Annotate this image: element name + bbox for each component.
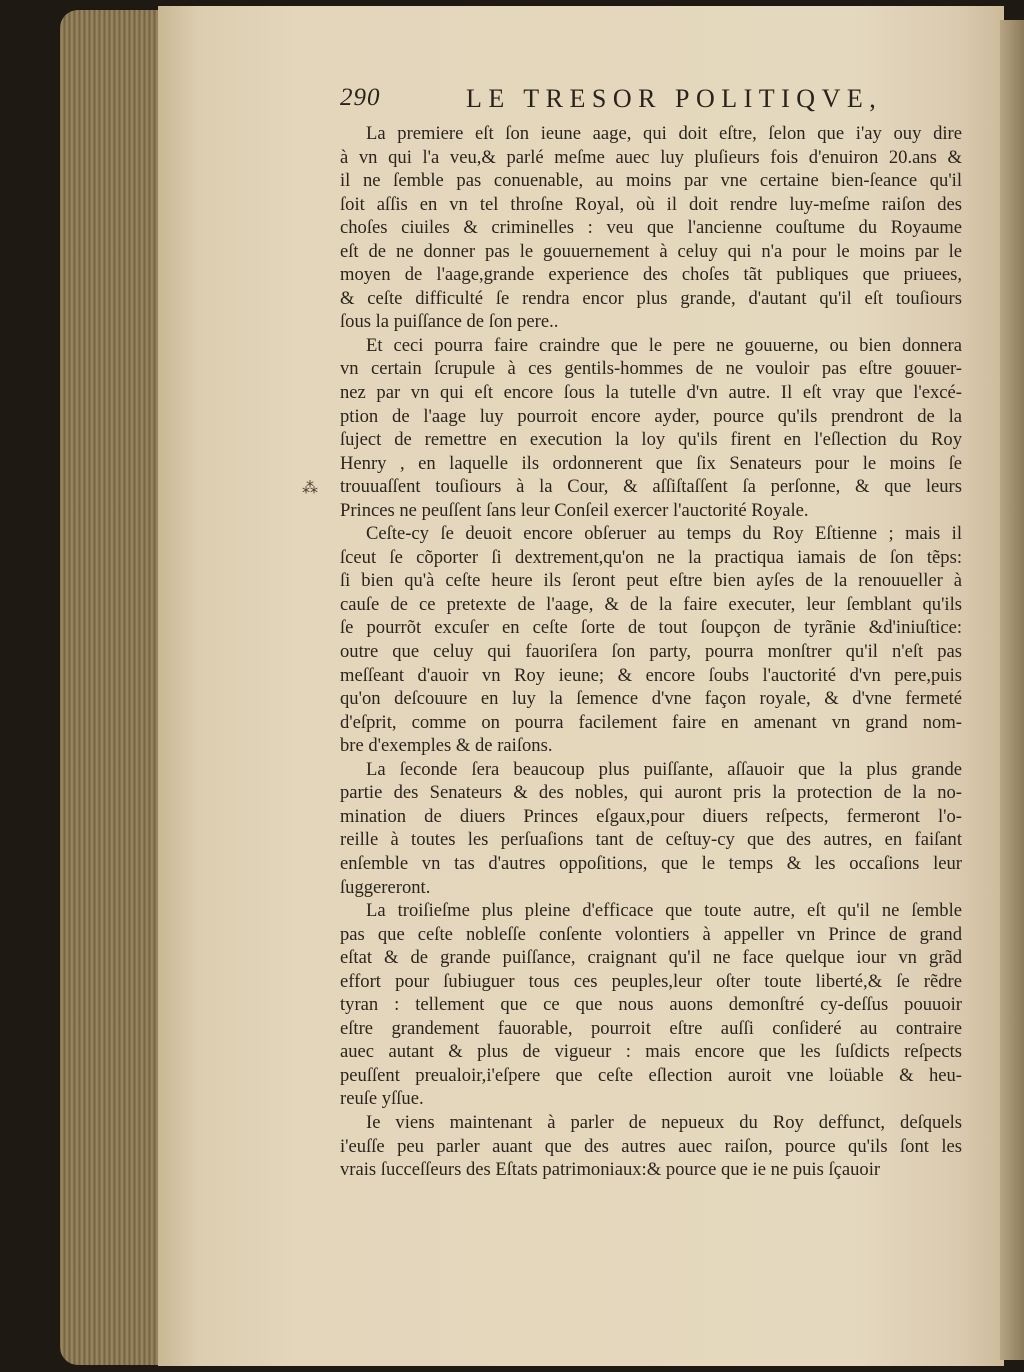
text-line: choſes ciuiles & criminelles : veu que l'ancienne couſtume du Royaume bbox=[340, 217, 962, 239]
text-line: nez par vn qui eſt encore ſous la tutelle d'vn autre. Il eſt vray que l'excé- bbox=[340, 382, 962, 404]
text-line: effort pour ſubiuguer tous ces peuples,leur oſter toute liberté,& ſe rẽdre bbox=[340, 970, 962, 992]
text-line: tyran : tellement que ce que nous auons demonſtré cy-deſſus pouuoir bbox=[340, 994, 962, 1016]
text-line: meſſeant d'auoir vn Roy ieune; & encore ſoubs l'auctorité d'vn pere,puis bbox=[340, 664, 962, 686]
text-line: auec autant & plus de vigueur : mais encore que les ſuſdicts reſpects bbox=[340, 1041, 962, 1063]
text-line: mination de diuers Princes eſgaux,pour diuers reſpects, fermeront l'o- bbox=[340, 805, 962, 827]
text-line: à vn qui l'a veu,& parlé meſme auec luy pluſieurs fois d'enuiron 20.ans & bbox=[340, 146, 962, 168]
body-text bbox=[340, 122, 962, 1182]
text-line: i'euſſe peu parler auant que des autres auec raiſon, pource qu'ils ſont les bbox=[340, 1135, 962, 1157]
text-line: qu'on deſcouure en luy la ſemence d'vne façon royale, & d'vne fermeté bbox=[340, 688, 962, 710]
text-line: peuſſent preualoir,i'eſpere que ceſte eſlection auroit vne loüable & heu- bbox=[340, 1064, 962, 1086]
text-line: pas que ceſte nobleſſe conſente volontiers à appeller vn Prince de grand bbox=[340, 923, 962, 945]
text-line: ſuject de remettre en execution la loy qu'ils firent en l'eſlection du Roy bbox=[340, 429, 962, 451]
marginal-mark-icon: ⁂ bbox=[302, 478, 318, 497]
text-line: eſt de ne donner pas le gouuernement à celuy qui n'a pour le moins par le bbox=[340, 240, 962, 262]
text-line: ſuggereront. bbox=[340, 876, 431, 898]
text-line: eſtat & de grande puiſſance, craignant qu'il ne face quelque iour vn grãd bbox=[340, 947, 962, 969]
text-line: ſceut ſe cõporter ſi dextrement,qu'on ne la practiqua iamais de ſon tẽps: bbox=[340, 546, 962, 568]
text-line: reille à toutes les perſuaſions tant de ceſtuy-cy que des autres, en faiſant bbox=[340, 829, 962, 851]
text-line: il ne ſemble pas conuenable, au moins par vne certaine bien-ſeance qu'il bbox=[340, 170, 962, 192]
text-line: La ſeconde ſera beaucoup plus puiſſante, aſſauoir que la plus grande bbox=[366, 758, 962, 780]
page-edges bbox=[60, 10, 165, 1365]
text-line: ſous la puiſſance de ſon pere.. bbox=[340, 311, 559, 333]
text-line: vn certain ſcrupule à ces gentils-hommes de ne vouloir pas eſtre gouuer- bbox=[340, 358, 962, 380]
text-line: & ceſte difficulté ſe rendra encor plus grande, d'autant qu'il eſt touſiours bbox=[340, 287, 962, 309]
text-line: Henry , en laquelle ils ordonnerent que ſix Senateurs pour le moins ſe bbox=[340, 452, 962, 474]
text-line: cauſe de ce pretexte de l'aage, & de la faire executer, leur ſemblant qu'ils bbox=[340, 593, 962, 615]
text-line: reuſe yſſue. bbox=[340, 1088, 424, 1110]
text-line: Et ceci pourra faire craindre que le pere ne gouuerne, ou bien donnera bbox=[366, 334, 962, 356]
text-line: bre d'exemples & de raiſons. bbox=[340, 735, 553, 757]
text-line: Ceſte-cy ſe deuoit encore obſeruer au temps du Roy Eſtienne ; mais il bbox=[366, 523, 962, 545]
text-line: Princes ne peuſſent ſans leur Conſeil exercer l'auctorité Royale. bbox=[340, 499, 809, 521]
book-gutter bbox=[1000, 20, 1024, 1360]
text-line: partie des Senateurs & des nobles, qui auront pris la protection de la no- bbox=[340, 782, 962, 804]
page-header bbox=[340, 84, 980, 120]
page-number: 290 bbox=[340, 84, 381, 111]
text-line: enſemble vn tas d'autres oppoſitions, que le temps & les occaſions leur bbox=[340, 852, 962, 874]
text-line: ſi bien qu'à ceſte heure ils ſeront peut eſtre bien ayſes de la renouueller à bbox=[340, 570, 962, 592]
text-line: d'eſprit, comme on pourra facilement faire en amenant vn grand nom- bbox=[340, 711, 962, 733]
text-line: ſe pourrõt excuſer en ceſte ſorte de tout ſoupçon de tyrãnie &d'iniuſtice: bbox=[340, 617, 962, 639]
text-line: eſtre grandement fauorable, pourroit eſtre auſſi conſideré au contraire bbox=[340, 1017, 962, 1039]
text-line: La premiere eſt ſon ieune aage, qui doit eſtre, ſelon que i'ay ouy dire bbox=[366, 123, 962, 144]
text-line: trouuaſſent touſiours à la Cour, & aſſiſtaſſent ſa perſonne, & que leurs bbox=[340, 476, 962, 498]
text-line: ption de l'aage luy pourroit encore ayder, pource qu'ils prendront de la bbox=[340, 405, 962, 427]
text-line: moyen de l'aage,grande experience des choſes tãt publiques que priuees, bbox=[340, 264, 962, 286]
text-line: vrais ſucceſſeurs des Eſtats patrimoniaux:& pource que ie ne puis ſçauoir bbox=[340, 1159, 881, 1181]
text-line: ſoit aſſis en vn tel throſne Royal, où il doit rendre luy-meſme raiſon des bbox=[340, 193, 962, 215]
text-line: outre que celuy qui fauoriſera ſon party, pourra monſtrer qu'il n'eſt pas bbox=[340, 641, 962, 663]
text-line: La troiſieſme plus pleine d'efficace que toute autre, eſt qu'il ne ſemble bbox=[366, 900, 962, 922]
running-title: LE TRESOR POLITIQVE, bbox=[466, 84, 883, 113]
text-line: Ie viens maintenant à parler de nepueux du Roy deffunct, deſquels bbox=[366, 1111, 962, 1133]
